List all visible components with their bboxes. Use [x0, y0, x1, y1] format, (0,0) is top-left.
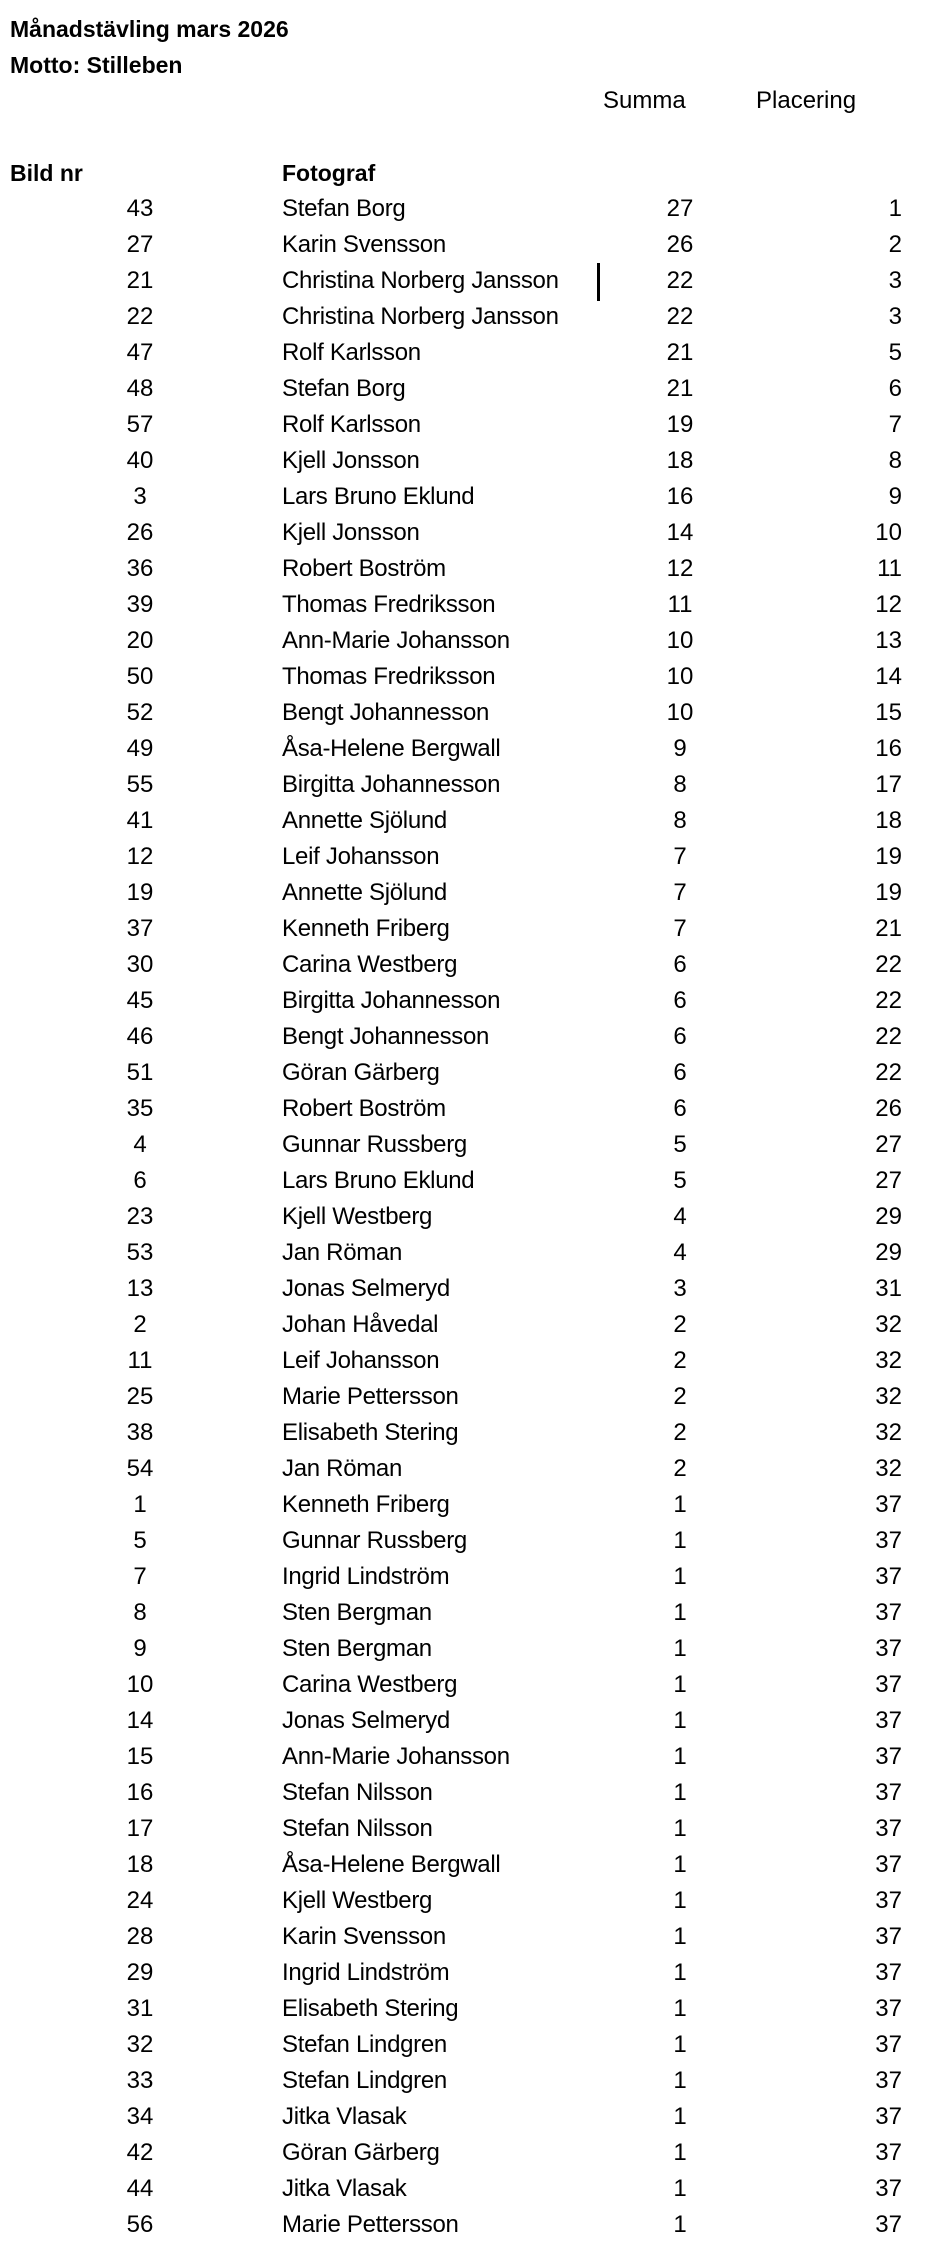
- table-row: [0, 1955, 930, 1991]
- bild-nr-cell: 27: [126, 231, 154, 258]
- summa-cell: 6: [673, 1023, 687, 1050]
- placering-cell: 37: [875, 1815, 902, 1842]
- table-row: [0, 227, 930, 263]
- bild-nr-cell: 7: [133, 1563, 147, 1590]
- fotograf-cell: Bengt Johannesson: [282, 1023, 490, 1050]
- summa-cell: 1: [673, 1671, 687, 1698]
- text-cursor: [597, 263, 600, 301]
- placering-cell: 5: [888, 339, 902, 366]
- fotograf-cell: Stefan Nilsson: [282, 1779, 433, 1806]
- table-row: [0, 1703, 930, 1739]
- fotograf-cell: Kenneth Friberg: [282, 1491, 450, 1518]
- summa-cell: 21: [666, 375, 694, 402]
- table-row: [0, 1595, 930, 1631]
- table-row: [0, 947, 930, 983]
- placering-cell: 37: [875, 2031, 902, 2058]
- summa-cell: 5: [673, 1167, 687, 1194]
- fotograf-cell: Thomas Fredriksson: [282, 591, 496, 618]
- bild-nr-cell: 48: [126, 375, 154, 402]
- fotograf-cell: Jan Röman: [282, 1455, 403, 1482]
- summa-cell: 1: [673, 2031, 687, 2058]
- placering-cell: 37: [875, 1923, 902, 1950]
- fotograf-cell: Karin Svensson: [282, 231, 446, 258]
- placering-cell: 6: [888, 375, 902, 402]
- table-row: [0, 2027, 930, 2063]
- table-row: [0, 1199, 930, 1235]
- table-row: [0, 551, 930, 587]
- bild-nr-cell: 36: [126, 555, 154, 582]
- summa-cell: 2: [673, 1311, 687, 1338]
- placering-cell: 27: [875, 1167, 902, 1194]
- fotograf-cell: Lars Bruno Eklund: [282, 1167, 475, 1194]
- summa-cell: 22: [666, 303, 694, 330]
- placering-cell: 37: [875, 2139, 902, 2166]
- fotograf-cell: Åsa-Helene Bergwall: [282, 1851, 501, 1878]
- placering-cell: 27: [875, 1131, 902, 1158]
- summa-cell: 2: [673, 1383, 687, 1410]
- summa-cell: 1: [673, 2175, 687, 2202]
- placering-cell: 1: [888, 195, 902, 222]
- bild-nr-cell: 3: [133, 483, 147, 510]
- summa-cell: 2: [673, 1347, 687, 1374]
- summa-cell: 1: [673, 1995, 687, 2022]
- bild-nr-cell: 1: [133, 1491, 147, 1518]
- placering-cell: 37: [875, 1671, 902, 1698]
- bild-nr-cell: 53: [126, 1239, 154, 1266]
- bild-nr-cell: 57: [126, 411, 154, 438]
- bild-nr-cell: 33: [126, 2067, 154, 2094]
- summa-cell: 1: [673, 1851, 687, 1878]
- summa-cell: 16: [666, 483, 694, 510]
- summa-cell: 6: [673, 951, 687, 978]
- placering-cell: 13: [875, 627, 902, 654]
- summa-cell: 10: [666, 663, 694, 690]
- fotograf-cell: Carina Westberg: [282, 1671, 458, 1698]
- bild-nr-cell: 42: [126, 2139, 154, 2166]
- table-row: [0, 1055, 930, 1091]
- placering-cell: 19: [875, 879, 902, 906]
- table-row: [0, 659, 930, 695]
- table-row: [0, 263, 930, 299]
- fotograf-cell: Gunnar Russberg: [282, 1527, 467, 1554]
- summa-cell: 8: [673, 771, 687, 798]
- table-row: [0, 1343, 930, 1379]
- table-row: [0, 1379, 930, 1415]
- table-row: [0, 2207, 930, 2243]
- bild-nr-cell: 37: [126, 915, 154, 942]
- fotograf-cell: Kjell Westberg: [282, 1887, 433, 1914]
- placering-cell: 37: [875, 1887, 902, 1914]
- fotograf-cell: Carina Westberg: [282, 951, 458, 978]
- table-row: [0, 767, 930, 803]
- placering-cell: 22: [875, 951, 902, 978]
- summa-cell: 6: [673, 1059, 687, 1086]
- fotograf-cell: Robert Boström: [282, 555, 446, 582]
- bild-nr-cell: 20: [126, 627, 154, 654]
- fotograf-cell: Elisabeth Stering: [282, 1995, 459, 2022]
- bild-nr-cell: 10: [126, 1671, 154, 1698]
- placering-cell: 37: [875, 1959, 902, 1986]
- table-row: [0, 2135, 930, 2171]
- bild-nr-cell: 26: [126, 519, 154, 546]
- placering-cell: 37: [875, 1635, 902, 1662]
- table-row: [0, 299, 930, 335]
- table-row: [0, 2099, 930, 2135]
- fotograf-cell: Stefan Borg: [282, 195, 406, 222]
- document-title: Månadstävling mars 2026: [10, 16, 289, 42]
- summa-cell: 3: [673, 1275, 687, 1302]
- summa-cell: 26: [666, 231, 694, 258]
- table-row: [0, 911, 930, 947]
- bild-nr-cell: 25: [126, 1383, 154, 1410]
- bild-nr-cell: 31: [126, 1995, 154, 2022]
- bild-nr-cell: 29: [126, 1959, 154, 1986]
- placering-cell: 15: [875, 699, 902, 726]
- table-row: [0, 695, 930, 731]
- summa-cell: 1: [673, 1707, 687, 1734]
- summa-cell: 1: [673, 1887, 687, 1914]
- placering-cell: 37: [875, 1599, 902, 1626]
- table-row: [0, 623, 930, 659]
- fotograf-cell: Kjell Jonsson: [282, 447, 420, 474]
- summa-cell: 1: [673, 1527, 687, 1554]
- fotograf-cell: Birgitta Johannesson: [282, 771, 501, 798]
- bild-nr-cell: 44: [126, 2175, 154, 2202]
- document-motto: Motto: Stilleben: [10, 52, 183, 78]
- summa-cell: 21: [666, 339, 694, 366]
- bild-nr-cell: 14: [126, 1707, 154, 1734]
- summa-cell: 1: [673, 1923, 687, 1950]
- bild-nr-cell: 49: [126, 735, 154, 762]
- placering-cell: 2: [888, 231, 902, 258]
- placering-cell: 32: [875, 1383, 902, 1410]
- fotograf-cell: Annette Sjölund: [282, 879, 447, 906]
- table-row: [0, 2171, 930, 2207]
- table-row: [0, 1667, 930, 1703]
- bild-nr-cell: 5: [133, 1527, 147, 1554]
- summa-cell: 4: [673, 1203, 687, 1230]
- placering-cell: 29: [875, 1239, 902, 1266]
- fotograf-cell: Jan Röman: [282, 1239, 403, 1266]
- placering-cell: 7: [888, 411, 902, 438]
- bild-nr-cell: 23: [126, 1203, 154, 1230]
- table-row: [0, 1415, 930, 1451]
- placering-cell: 32: [875, 1455, 902, 1482]
- fotograf-cell: Sten Bergman: [282, 1635, 432, 1662]
- table-row: [0, 1523, 930, 1559]
- summa-cell: 27: [666, 195, 694, 222]
- bild-nr-cell: 55: [126, 771, 154, 798]
- bild-nr-cell: 32: [126, 2031, 154, 2058]
- placering-cell: 37: [875, 1563, 902, 1590]
- placering-cell: 14: [875, 663, 902, 690]
- summa-cell: 10: [666, 627, 694, 654]
- table-row: [0, 515, 930, 551]
- summa-cell: 1: [673, 1779, 687, 1806]
- summa-cell: 1: [673, 1815, 687, 1842]
- fotograf-cell: Åsa-Helene Bergwall: [282, 735, 501, 762]
- placering-cell: 22: [875, 1059, 902, 1086]
- table-row: [0, 731, 930, 767]
- fotograf-cell: Marie Pettersson: [282, 2211, 459, 2238]
- table-row: [0, 1919, 930, 1955]
- placering-cell: 10: [875, 519, 902, 546]
- placering-cell: 31: [875, 1275, 902, 1302]
- table-row: [0, 443, 930, 479]
- summa-cell: 1: [673, 1491, 687, 1518]
- placering-cell: 12: [875, 591, 902, 618]
- summa-cell: 8: [673, 807, 687, 834]
- bild-nr-cell: 16: [126, 1779, 154, 1806]
- placering-cell: 11: [877, 555, 902, 582]
- fotograf-cell: Kenneth Friberg: [282, 915, 450, 942]
- bild-nr-cell: 38: [126, 1419, 154, 1446]
- placering-cell: 37: [875, 2175, 902, 2202]
- table-row: [0, 371, 930, 407]
- placering-cell: 37: [875, 1527, 902, 1554]
- fotograf-cell: Rolf Karlsson: [282, 339, 421, 366]
- fotograf-cell: Robert Boström: [282, 1095, 446, 1122]
- bild-nr-cell: 13: [126, 1275, 154, 1302]
- bild-nr-cell: 17: [126, 1815, 154, 1842]
- table-row: [0, 1991, 930, 2027]
- summa-cell: 11: [667, 591, 693, 618]
- summa-cell: 19: [666, 411, 694, 438]
- bild-nr-cell: 47: [126, 339, 154, 366]
- placering-cell: 22: [875, 1023, 902, 1050]
- bild-nr-cell: 46: [126, 1023, 154, 1050]
- fotograf-cell: Göran Gärberg: [282, 1059, 440, 1086]
- placering-cell: 37: [875, 2211, 902, 2238]
- table-row: [0, 1019, 930, 1055]
- fotograf-cell: Leif Johansson: [282, 843, 440, 870]
- table-row: [0, 1487, 930, 1523]
- placering-cell: 37: [875, 1995, 902, 2022]
- summa-cell: 7: [673, 879, 687, 906]
- column-header-placering: Placering: [756, 87, 857, 114]
- table-row: [0, 1631, 930, 1667]
- fotograf-cell: Ann-Marie Johansson: [282, 1743, 510, 1770]
- bild-nr-cell: 9: [133, 1635, 147, 1662]
- bild-nr-cell: 21: [126, 267, 154, 294]
- column-header-fotograf: Fotograf: [282, 160, 376, 186]
- bild-nr-cell: 51: [126, 1059, 154, 1086]
- fotograf-cell: Stefan Nilsson: [282, 1815, 433, 1842]
- fotograf-cell: Birgitta Johannesson: [282, 987, 501, 1014]
- bild-nr-cell: 30: [126, 951, 154, 978]
- fotograf-cell: Kjell Jonsson: [282, 519, 420, 546]
- table-row: [0, 983, 930, 1019]
- column-header-summa: Summa: [603, 87, 686, 114]
- fotograf-cell: Christina Norberg Jansson: [282, 303, 559, 330]
- bild-nr-cell: 11: [127, 1347, 153, 1374]
- fotograf-cell: Ann-Marie Johansson: [282, 627, 510, 654]
- fotograf-cell: Jonas Selmeryd: [282, 1275, 450, 1302]
- placering-cell: 18: [875, 807, 902, 834]
- fotograf-cell: Jonas Selmeryd: [282, 1707, 450, 1734]
- summa-cell: 1: [673, 2139, 687, 2166]
- fotograf-cell: Jitka Vlasak: [282, 2175, 407, 2202]
- table-row: [0, 1127, 930, 1163]
- summa-cell: 7: [673, 915, 687, 942]
- table-row: [0, 1775, 930, 1811]
- bild-nr-cell: 45: [126, 987, 154, 1014]
- fotograf-cell: Thomas Fredriksson: [282, 663, 496, 690]
- bild-nr-cell: 18: [126, 1851, 154, 1878]
- summa-cell: 2: [673, 1455, 687, 1482]
- table-row: [0, 839, 930, 875]
- table-row: [0, 1163, 930, 1199]
- column-header-bild-nr: Bild nr: [10, 160, 83, 186]
- bild-nr-cell: 43: [126, 195, 154, 222]
- bild-nr-cell: 54: [126, 1455, 154, 1482]
- fotograf-cell: Ingrid Lindström: [282, 1959, 450, 1986]
- table-row: [0, 1847, 930, 1883]
- summa-cell: 14: [666, 519, 694, 546]
- placering-cell: 16: [875, 735, 902, 762]
- table-row: [0, 875, 930, 911]
- summa-cell: 1: [673, 1563, 687, 1590]
- placering-cell: 8: [888, 447, 902, 474]
- summa-cell: 1: [673, 2211, 687, 2238]
- placering-cell: 37: [875, 2067, 902, 2094]
- fotograf-cell: Ingrid Lindström: [282, 1563, 450, 1590]
- table-row: [0, 1883, 930, 1919]
- table-row: [0, 407, 930, 443]
- placering-cell: 37: [875, 1743, 902, 1770]
- fotograf-cell: Lars Bruno Eklund: [282, 483, 475, 510]
- bild-nr-cell: 40: [126, 447, 154, 474]
- summa-cell: 5: [673, 1131, 687, 1158]
- fotograf-cell: Annette Sjölund: [282, 807, 447, 834]
- table-row: [0, 1307, 930, 1343]
- bild-nr-cell: 52: [126, 699, 154, 726]
- summa-cell: 1: [673, 1743, 687, 1770]
- bild-nr-cell: 41: [126, 807, 154, 834]
- placering-cell: 3: [888, 267, 902, 294]
- bild-nr-cell: 19: [126, 879, 154, 906]
- summa-cell: 7: [673, 843, 687, 870]
- fotograf-cell: Rolf Karlsson: [282, 411, 421, 438]
- placering-cell: 9: [888, 483, 902, 510]
- placering-cell: 37: [875, 1851, 902, 1878]
- placering-cell: 37: [875, 2103, 902, 2130]
- table-row: [0, 1451, 930, 1487]
- summa-cell: 1: [673, 2067, 687, 2094]
- summa-cell: 22: [666, 267, 694, 294]
- fotograf-cell: Sten Bergman: [282, 1599, 432, 1626]
- table-row: [0, 587, 930, 623]
- placering-cell: 21: [875, 915, 902, 942]
- fotograf-cell: Jitka Vlasak: [282, 2103, 407, 2130]
- fotograf-cell: Gunnar Russberg: [282, 1131, 467, 1158]
- fotograf-cell: Marie Pettersson: [282, 1383, 459, 1410]
- placering-cell: 37: [875, 1779, 902, 1806]
- placering-cell: 19: [875, 843, 902, 870]
- table-row: [0, 1811, 930, 1847]
- summa-cell: 9: [673, 735, 687, 762]
- fotograf-cell: Elisabeth Stering: [282, 1419, 459, 1446]
- bild-nr-cell: 2: [133, 1311, 147, 1338]
- fotograf-cell: Bengt Johannesson: [282, 699, 490, 726]
- fotograf-cell: Stefan Lindgren: [282, 2067, 447, 2094]
- summa-cell: 6: [673, 1095, 687, 1122]
- placering-cell: 32: [875, 1347, 902, 1374]
- placering-cell: 37: [875, 1491, 902, 1518]
- bild-nr-cell: 28: [126, 1923, 154, 1950]
- results-table: [0, 191, 930, 2243]
- table-row: [0, 1739, 930, 1775]
- summa-cell: 2: [673, 1419, 687, 1446]
- summa-cell: 18: [666, 447, 694, 474]
- placering-cell: 29: [875, 1203, 902, 1230]
- placering-cell: 22: [875, 987, 902, 1014]
- summa-cell: 1: [673, 1599, 687, 1626]
- bild-nr-cell: 22: [126, 303, 154, 330]
- placering-cell: 3: [888, 303, 902, 330]
- bild-nr-cell: 15: [126, 1743, 154, 1770]
- placering-cell: 37: [875, 1707, 902, 1734]
- table-row: [0, 1271, 930, 1307]
- table-row: [0, 2063, 930, 2099]
- table-row: [0, 1091, 930, 1127]
- bild-nr-cell: 6: [133, 1167, 147, 1194]
- bild-nr-cell: 39: [126, 591, 154, 618]
- fotograf-cell: Stefan Borg: [282, 375, 406, 402]
- placering-cell: 32: [875, 1311, 902, 1338]
- fotograf-cell: Leif Johansson: [282, 1347, 440, 1374]
- bild-nr-cell: 8: [133, 1599, 147, 1626]
- bild-nr-cell: 24: [126, 1887, 154, 1914]
- placering-cell: 17: [875, 771, 902, 798]
- placering-cell: 32: [875, 1419, 902, 1446]
- table-row: [0, 803, 930, 839]
- table-row: [0, 191, 930, 227]
- summa-cell: 4: [673, 1239, 687, 1266]
- fotograf-cell: Kjell Westberg: [282, 1203, 433, 1230]
- fotograf-cell: Karin Svensson: [282, 1923, 446, 1950]
- summa-cell: 1: [673, 1635, 687, 1662]
- table-row: [0, 335, 930, 371]
- summa-cell: 1: [673, 2103, 687, 2130]
- summa-cell: 1: [673, 1959, 687, 1986]
- fotograf-cell: Christina Norberg Jansson: [282, 267, 559, 294]
- fotograf-cell: Johan Håvedal: [282, 1311, 439, 1338]
- summa-cell: 12: [666, 555, 694, 582]
- table-row: [0, 479, 930, 515]
- summa-cell: 6: [673, 987, 687, 1014]
- bild-nr-cell: 50: [126, 663, 154, 690]
- fotograf-cell: Stefan Lindgren: [282, 2031, 447, 2058]
- bild-nr-cell: 35: [126, 1095, 154, 1122]
- placering-cell: 26: [875, 1095, 902, 1122]
- summa-cell: 10: [666, 699, 694, 726]
- bild-nr-cell: 34: [126, 2103, 154, 2130]
- bild-nr-cell: 12: [126, 843, 154, 870]
- table-row: [0, 1559, 930, 1595]
- fotograf-cell: Göran Gärberg: [282, 2139, 440, 2166]
- table-row: [0, 1235, 930, 1271]
- bild-nr-cell: 56: [126, 2211, 154, 2238]
- bild-nr-cell: 4: [133, 1131, 147, 1158]
